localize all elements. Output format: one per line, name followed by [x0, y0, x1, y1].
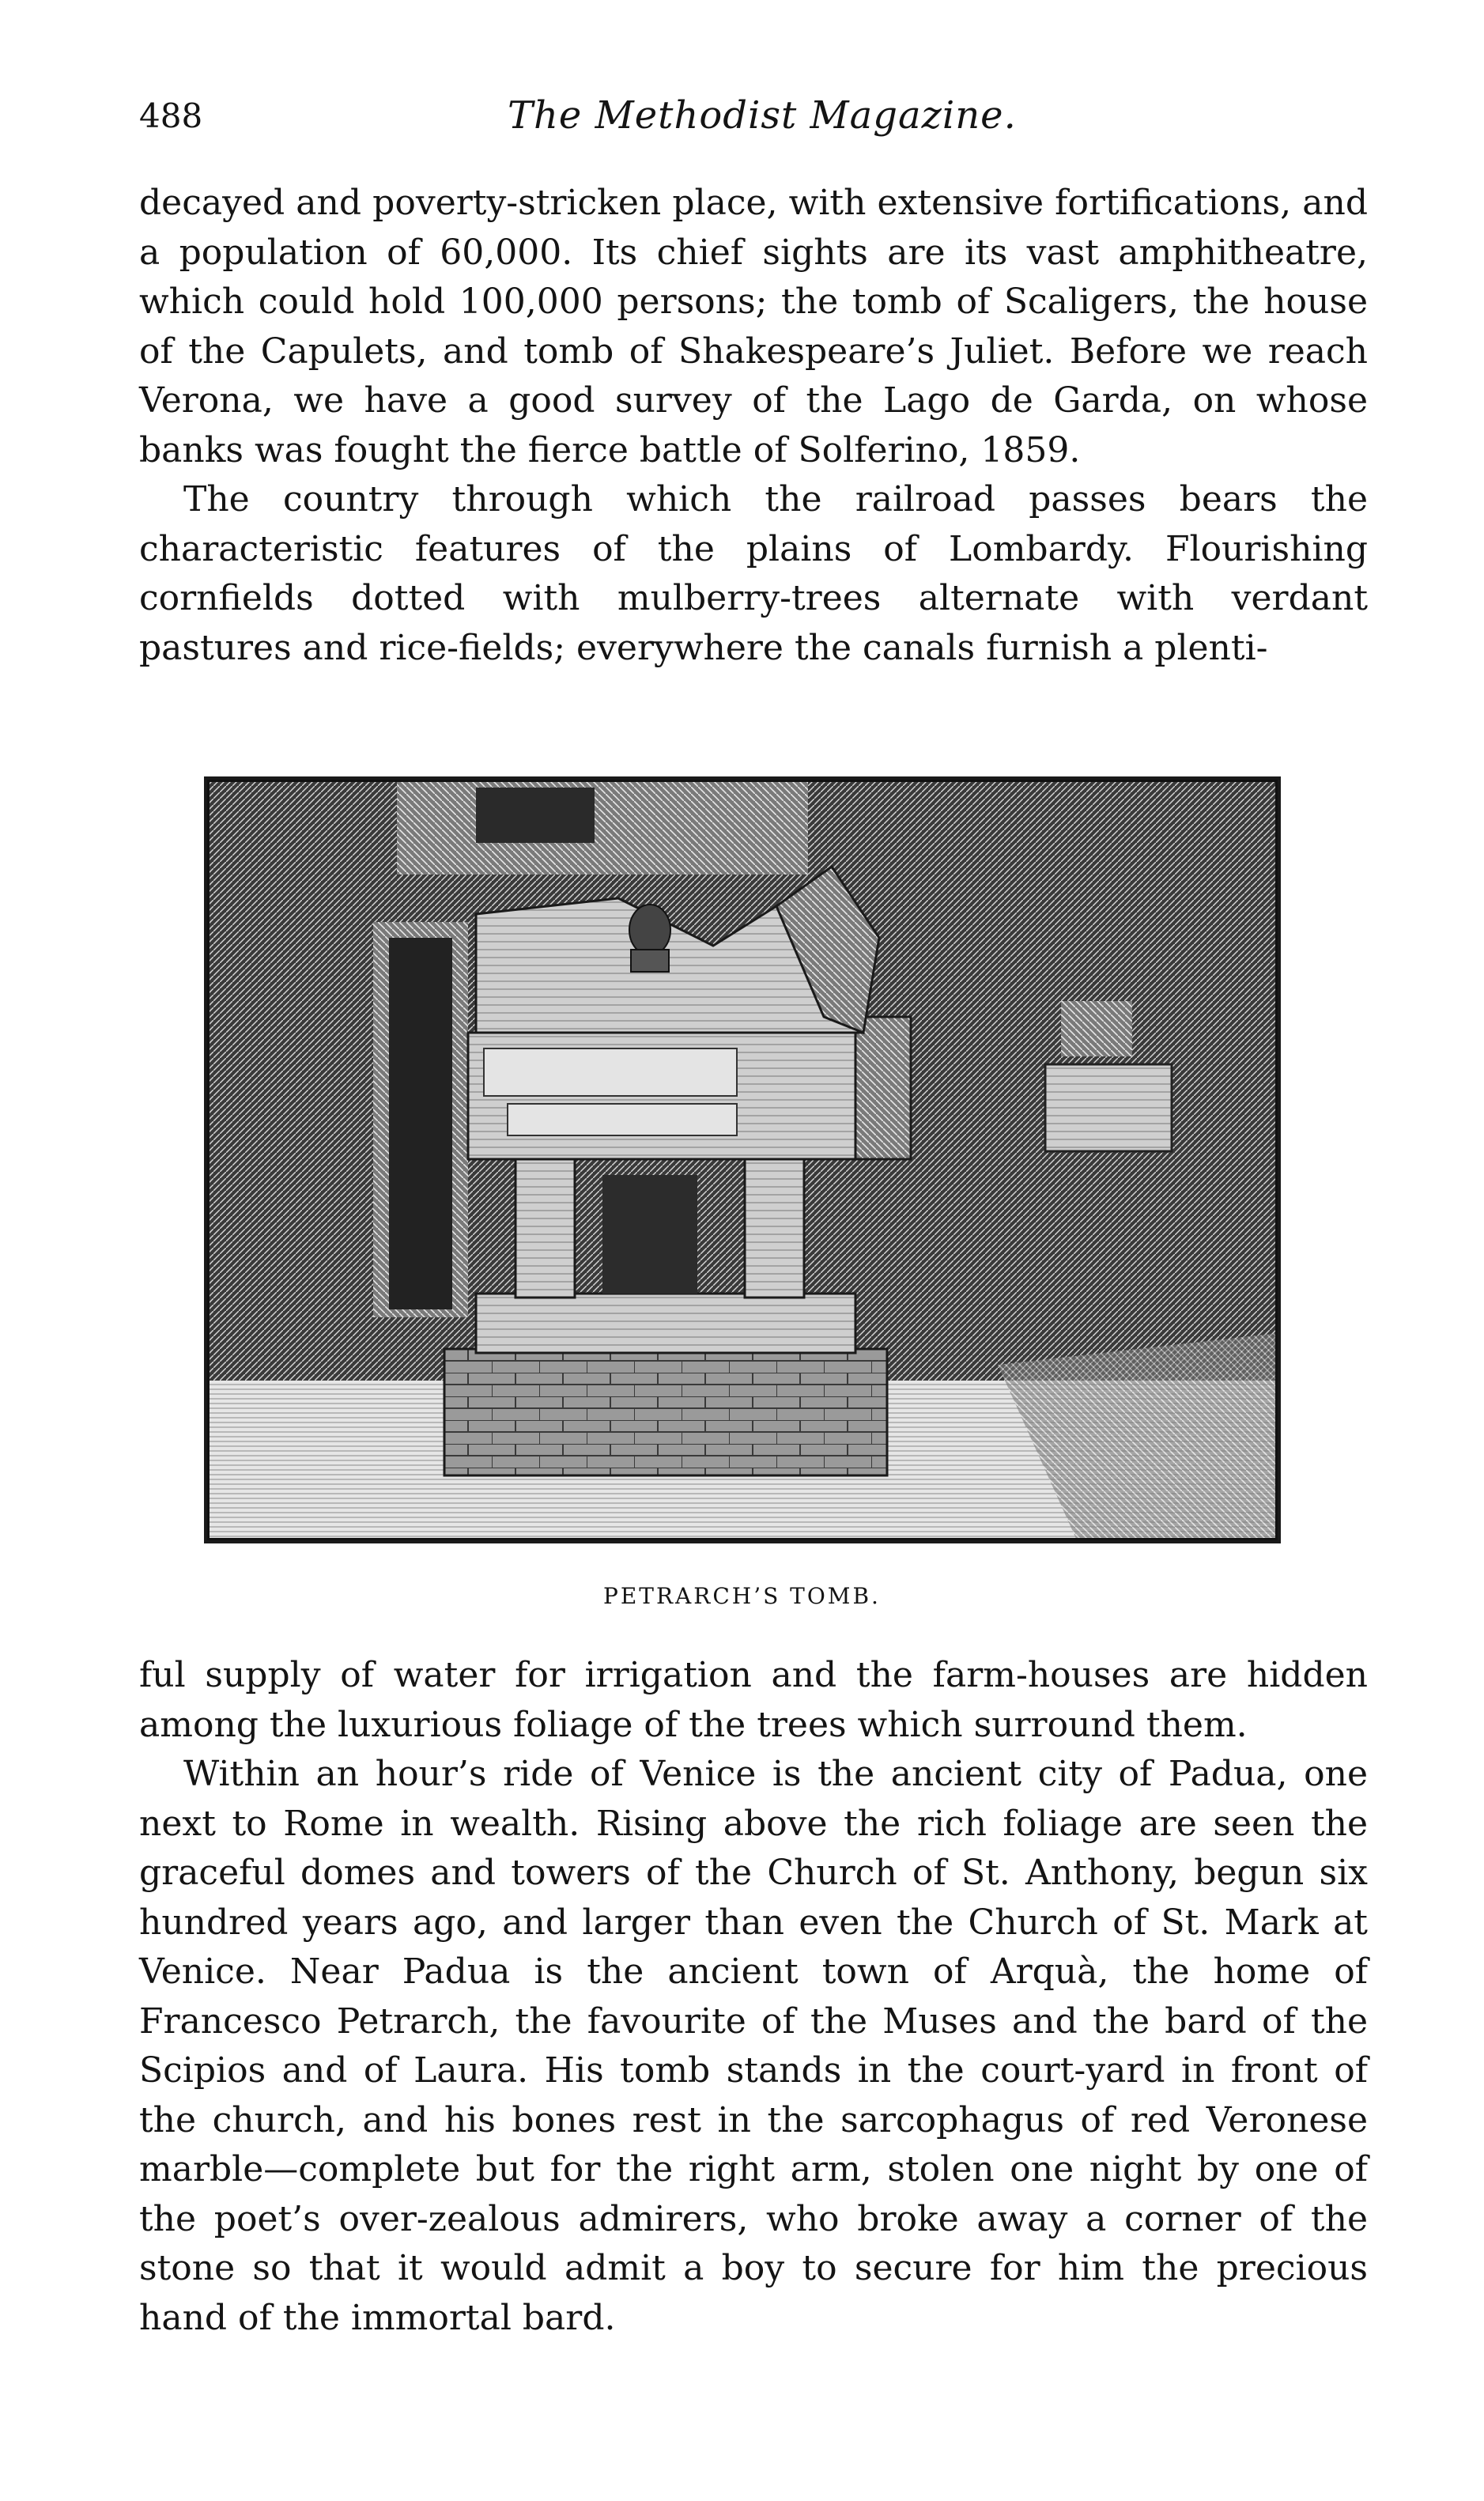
paragraph: ful supply of water for irrigation and the farm-houses are hidden among the luxurious foliage of the trees which surround them.: [139, 1655, 1368, 1745]
figure-caption: PETRARCH’S TOMB.: [603, 1583, 881, 1609]
body-text-top: [139, 179, 1368, 673]
page-header: [139, 93, 1373, 149]
body-text-bottom: [139, 1651, 1368, 2343]
paragraph: decayed and poverty-stricken place, with extensive fortifications, and a population of 60,000. Its chief sights are its vast amphitheatre, which could hold 100,000 persons; the tomb of Scaligers, the house of the Capulets, and tomb of Shakespeare’s Juliet. Before we reach Verona, we have a good survey of the Lago de Garda, on whose banks was fought the fierce battle of Solferino, 1859.: [139, 183, 1368, 470]
paragraph: The country through which the railroad passes bears the characteristic features of the plains of Lombardy. Flourishing cornfields dotted with mulberry-trees alternate with verdant pastures and rice-fields; everywhere the canals furnish a plenti-: [139, 479, 1368, 668]
petrarch-tomb-engraving: [204, 776, 1281, 1543]
page-number: 488: [139, 96, 203, 135]
running-title: The Methodist Magazine.: [508, 93, 1017, 138]
paragraph: Within an hour’s ride of Venice is the ancient city of Padua, one next to Rome in wealth. Rising above the rich foliage are seen the graceful domes and towers of the Church of St. Anthony, begun six hundred years ago, and larger than even the Church of St. Mark at Venice. Near Padua is the ancient town of Arquà, the home of Francesco Petrarch, the favourite of the Muses and the bard of the Scipios and of Laura. His tomb stands in the court-yard in front of the church, and his bones rest in the sarcophagus of red Veronese marble—complete but for the right arm, stolen one night by one of the poet’s over-zealous admirers, who broke away a corner of the stone so that it would admit a boy to secure for him the precious hand of the immortal bard.: [139, 1754, 1368, 2338]
